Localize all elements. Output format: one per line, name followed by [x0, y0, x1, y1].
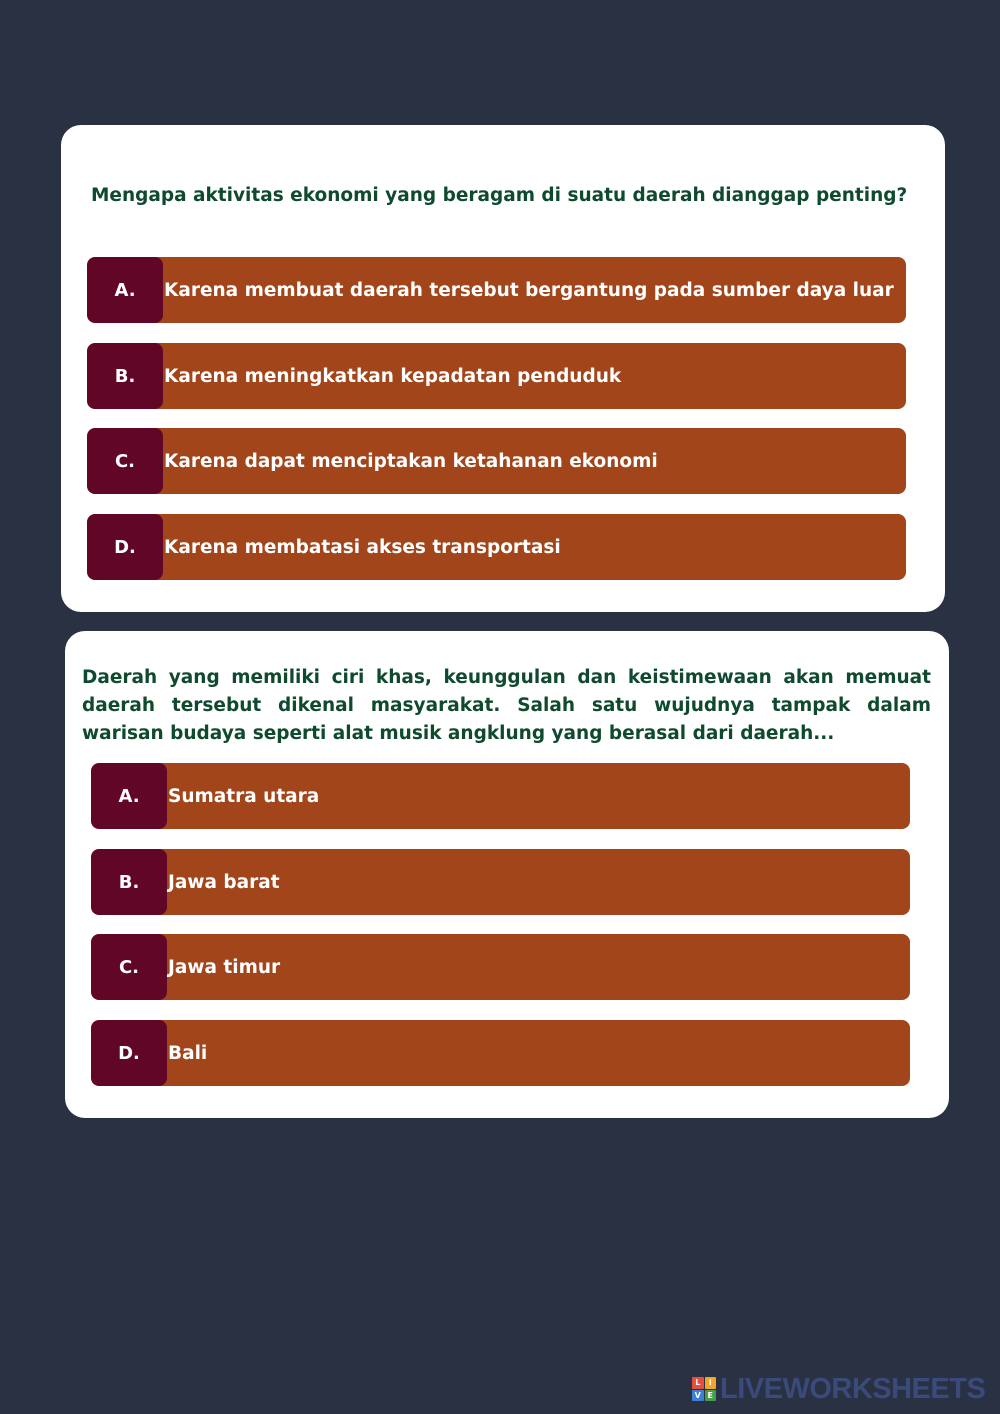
answer-option-b[interactable] — [91, 849, 910, 915]
question-text: Daerah yang memiliki ciri khas, keunggulan dan keistimewaan akan memuat daerah tersebut dikenal masyarakat. Salah satu wujudnya tampak dalam warisan budaya seperti alat musik angklung yang berasal dari daerah... — [82, 667, 931, 744]
answer-option-c[interactable] — [87, 428, 906, 494]
logo-letter: L — [692, 1377, 704, 1389]
brand-wordmark: LIVEWORKSHEETS — [720, 1372, 986, 1405]
option-letter: B. — [87, 343, 163, 409]
question-card-1 — [61, 125, 945, 612]
answer-option-d[interactable] — [87, 514, 906, 580]
option-letter: A. — [91, 763, 167, 829]
liveworksheets-brand — [692, 1372, 992, 1405]
answer-option-b[interactable] — [87, 343, 906, 409]
option-label: Bali — [168, 1042, 208, 1064]
liveworksheets-logo-icon — [692, 1377, 716, 1401]
option-letter: C. — [87, 428, 163, 494]
option-label: Sumatra utara — [168, 785, 320, 807]
option-letter: B. — [91, 849, 167, 915]
logo-letter: E — [705, 1390, 717, 1402]
option-label: Karena membuat daerah tersebut bergantung pada sumber daya luar — [164, 279, 894, 301]
option-letter: A. — [87, 257, 163, 323]
answer-option-c[interactable] — [91, 934, 910, 1000]
option-label: Karena dapat menciptakan ketahanan ekonomi — [164, 450, 658, 472]
option-letter: D. — [91, 1020, 167, 1086]
option-label: Jawa barat — [168, 871, 280, 893]
answer-option-a[interactable] — [87, 257, 906, 323]
question-text: Mengapa aktivitas ekonomi yang beragam di suatu daerah dianggap penting? — [91, 185, 908, 206]
option-label: Karena membatasi akses transportasi — [164, 536, 561, 558]
answer-option-a[interactable] — [91, 763, 910, 829]
option-letter: D. — [87, 514, 163, 580]
logo-letter: I — [705, 1377, 717, 1389]
answer-option-d[interactable] — [91, 1020, 910, 1086]
option-label: Karena meningkatkan kepadatan penduduk — [164, 365, 622, 387]
option-label: Jawa timur — [168, 956, 281, 978]
logo-letter: V — [692, 1390, 704, 1402]
question-card-2 — [65, 631, 949, 1118]
option-letter: C. — [91, 934, 167, 1000]
